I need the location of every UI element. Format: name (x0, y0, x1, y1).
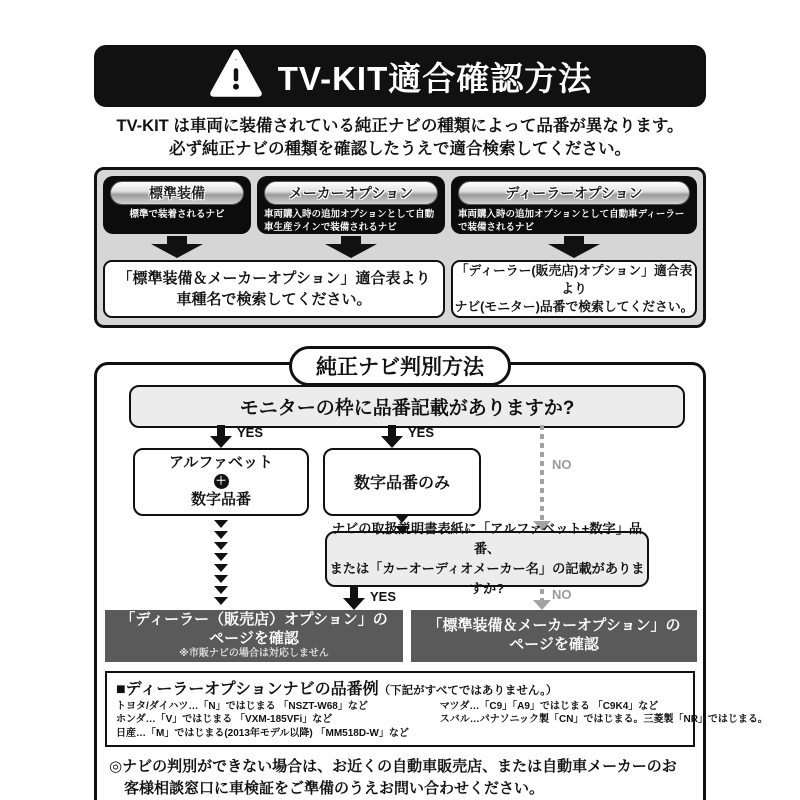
nav-types-panel (94, 167, 706, 328)
question-monitor-frame: モニターの枠に品番記載がありますか? (129, 385, 685, 428)
result-dealer-line1: 「ディーラー（販売店）オプション」の (120, 610, 388, 628)
down-arrow-icon (325, 236, 377, 258)
result-dealer-note: ※市販ナビの場合は対応しません (179, 648, 329, 660)
header-bar (94, 45, 706, 107)
yes-arrow-icon (210, 425, 232, 448)
flowchart (97, 365, 703, 663)
search-by-model-line1: 「標準装備＆メーカーオプション」適合表より (117, 270, 431, 288)
yes-label: YES (237, 424, 264, 440)
part-examples-columns (116, 700, 768, 741)
number-part-label: 数字品番 (190, 491, 251, 509)
search-by-model-line2: 車種名で検索してください。 (176, 291, 372, 309)
type-dealer-option-box (451, 176, 697, 234)
down-arrow-icon (548, 236, 600, 258)
type-maker-option-box (257, 176, 445, 234)
question-manual-line2: または「カーオーディオメーカー名」の記載がありますか? (329, 560, 645, 596)
part-example-mazda: マツダ…「C9」「A9」ではじまる 「C9K4」など (439, 700, 659, 712)
part-example-honda: ホンダ…「V」ではじまる 「VXM-185VFi」など (116, 714, 333, 726)
intro-text (94, 115, 706, 161)
warning-triangle-icon (208, 48, 264, 104)
nav-types-row (103, 176, 697, 260)
intro-line-1: TV-KIT は車両に装備されている純正ナビの種類によって品番が異なります。 (116, 117, 684, 135)
alphabet-plus-number-box (133, 448, 309, 516)
no-dashed-line (540, 425, 544, 521)
type-standard-title: 標準装備 (110, 181, 244, 205)
no-label: NO (552, 586, 572, 602)
numeric-only-box: 数字品番のみ (323, 448, 481, 516)
no-dashed-line (540, 589, 544, 600)
result-standard-line1: 「標準装備＆メーカーオプション」の (427, 617, 681, 635)
yes-arrow-icon (381, 425, 403, 448)
result-dealer-line2: ページを確認 (209, 629, 299, 647)
alphabet-label: アルファベット (168, 454, 274, 472)
yes-label: YES (408, 424, 435, 440)
type-dealer-option-title: ディーラーオプション (458, 181, 690, 205)
part-examples-right (440, 700, 768, 741)
no-arrow-icon (533, 600, 551, 610)
part-number-examples-box (105, 671, 768, 748)
part-examples-left (116, 700, 440, 741)
intro-line-2: 必ず純正ナビの種類を確認したうえで適合検索してください。 (169, 140, 631, 159)
type-dealer-option-desc: 車両購入時の追加オプションとして自動車ディーラーで装備されるナビ (458, 209, 685, 233)
type-standard-box (103, 176, 251, 234)
page-title: TV-KIT適合確認方法 (277, 59, 593, 97)
type-maker-option (257, 176, 445, 260)
part-examples-title-note: （下記がすべてではありません。） (378, 684, 558, 697)
search-by-model-box (103, 260, 445, 318)
nav-identification-section (94, 355, 768, 800)
result-standard-line2: ページを確認 (509, 635, 599, 653)
part-example-toyota: トヨタ/ダイハツ…「N」ではじまる 「NSZT-W68」など (116, 700, 368, 712)
part-example-nissan: 日産…「M」ではじまる(2013年モデル以降) 「MM518D-W」など (116, 727, 409, 739)
yes-arrow-icon (343, 587, 365, 610)
footer-note: ◎ナビの判別ができない場合は、お近くの自動車販売店、または自動車メーカーのお客様相談窓口に車検証をご準備のうえお問い合わせください。 (109, 758, 677, 798)
search-results-row (103, 260, 697, 318)
page (94, 0, 768, 800)
result-dealer-option-page (105, 610, 403, 662)
search-by-part-number-line1: 「ディーラー(販売店)オプション」適合表より (455, 263, 693, 297)
plus-icon: ＋ (214, 474, 229, 489)
search-by-part-number-box (451, 260, 697, 318)
type-standard-desc: 標準で装着されるナビ (129, 209, 225, 221)
part-example-subaru: スバル…パナソニック製「CN」ではじまる。三菱製「NR」ではじまる。 (439, 714, 768, 726)
no-label: NO (552, 456, 572, 472)
question-manual-line1: ナビの取扱説明書表紙に「アルファベット+数字」品番、 (331, 521, 643, 557)
type-dealer-option (451, 176, 697, 260)
down-arrow-icon (151, 236, 203, 258)
type-standard (103, 176, 251, 260)
part-examples-title: ■ディーラーオプションナビの品番例 (116, 680, 379, 698)
type-maker-option-title: メーカーオプション (264, 181, 438, 205)
section-title: 純正ナビ判別方法 (289, 346, 511, 386)
dotted-arrow (214, 520, 228, 608)
yes-label: YES (370, 588, 397, 604)
type-maker-option-desc: 車両購入時の追加オプションとして自動車生産ラインで装備されるナビ (264, 209, 435, 233)
result-standard-page (411, 610, 697, 662)
search-by-part-number-line2: ナビ(モニター)品番で検索してください。 (454, 299, 694, 314)
